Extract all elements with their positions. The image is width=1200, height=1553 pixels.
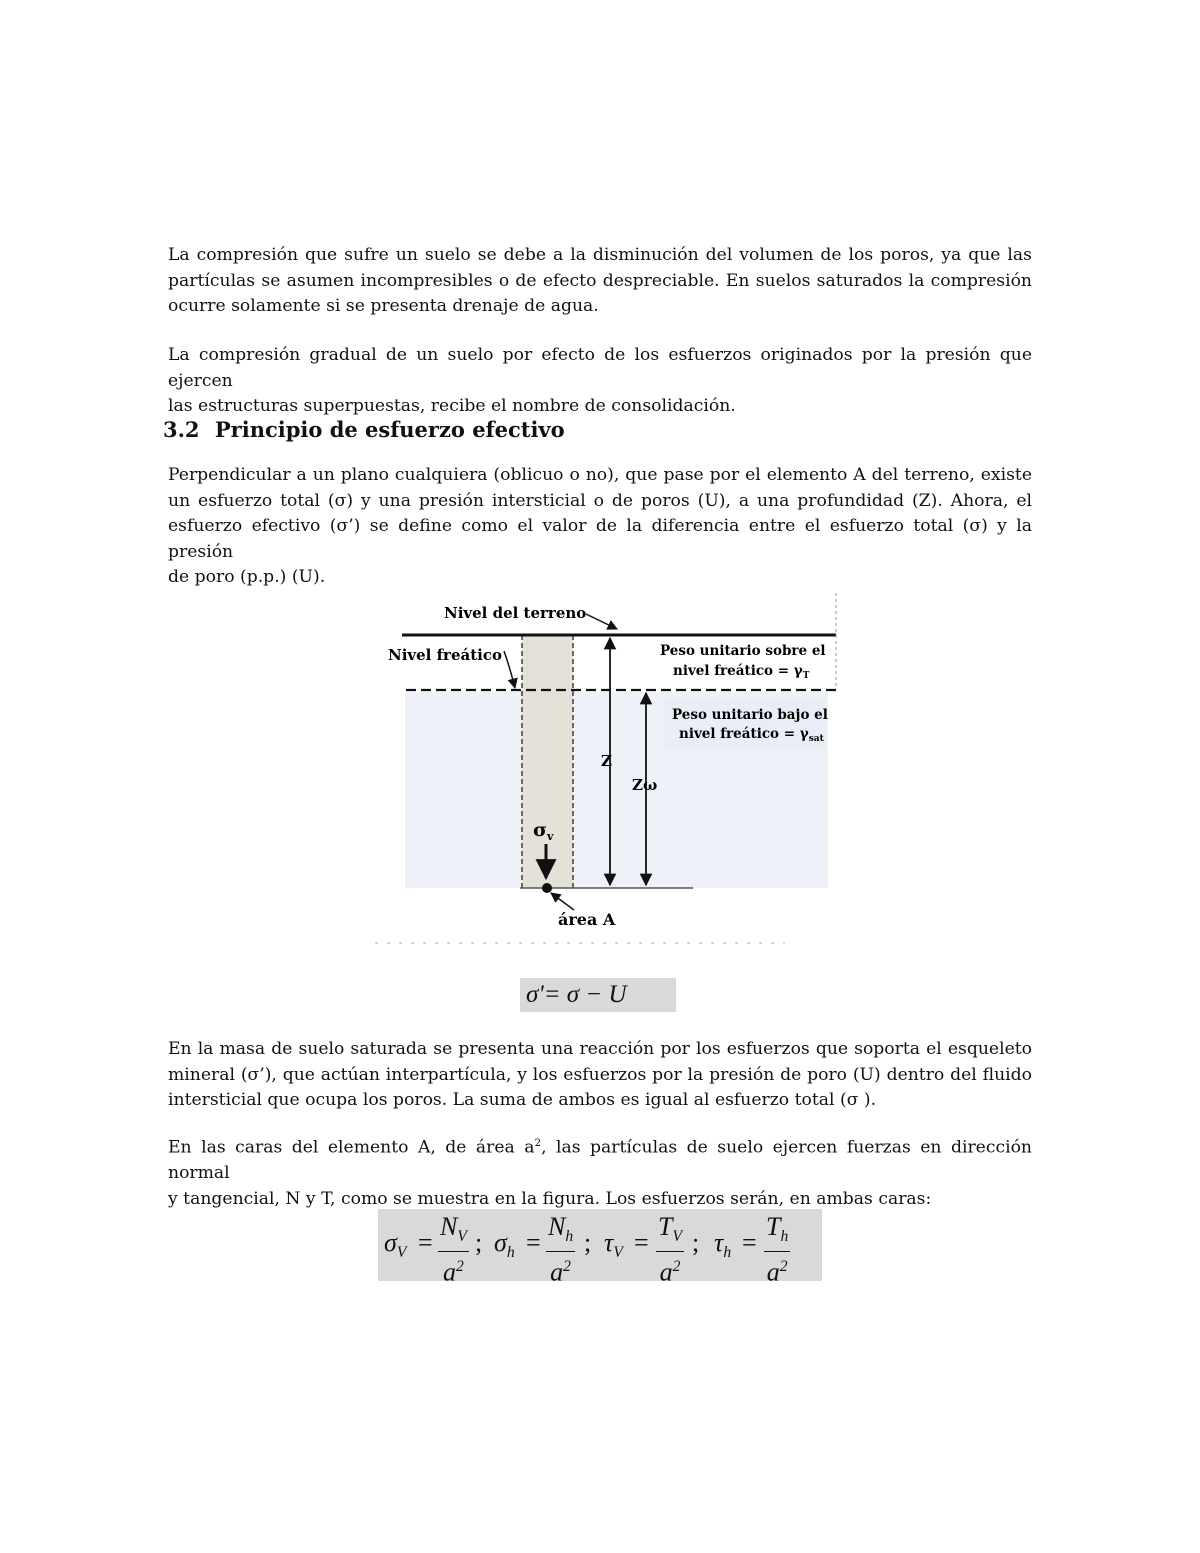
separator: ; [692, 1228, 700, 1257]
effective-stress-equation: σ'= σ − U [520, 978, 676, 1012]
text-line: La compresión gradual de un suelo por efecto de los esfuerzos originados por la presión que ejercen [168, 345, 1032, 391]
equals-sign: = [742, 1228, 757, 1257]
tau-v-symbol: $\tau_V$ [604, 1228, 623, 1262]
text-line: La compresión que sufre un suelo se debe a la disminución del volumen de los poros, ya que las [168, 245, 1032, 265]
label-below-1: Peso unitario bajo el [672, 707, 828, 723]
section-title: Principio de esfuerzo efectivo [214, 417, 565, 442]
separator: ; [475, 1228, 483, 1257]
text-line: y tangencial, N y T, como se muestra en la figura. Los esfuerzos serán, en ambas caras: [168, 1188, 932, 1209]
label-sigma-v: $\sigma_v$ [533, 819, 554, 843]
label-below-2: nivel freático = $\gamma_{sat}$ [679, 726, 824, 744]
paragraph-caras-elemento [168, 1131, 1032, 1213]
fraction-th: $\frac{T_h}{a^2}$ [766, 1212, 789, 1287]
sigma-v-symbol: $\sigma_V$ [384, 1228, 407, 1262]
equals-sign: = [418, 1228, 433, 1257]
separator: ; [584, 1228, 592, 1257]
paragraph-consolidacion [168, 343, 1032, 420]
label-z: Z [601, 752, 612, 770]
section-heading [163, 417, 565, 442]
label-area: área A [558, 910, 616, 929]
text-line: Perpendicular a un plano cualquiera (oblicuo o no), que pase por el elemento A del terreno, existe [168, 465, 1032, 485]
equals-sign: = [526, 1228, 541, 1257]
water-table-arrow [504, 651, 515, 688]
text-line: En las caras del elemento A, de área $a^2$, las partículas de suelo ejercen fuerzas en dirección normal [168, 1137, 1032, 1184]
text-line: partículas se asumen incompresibles o de efecto despreciable. En suelos saturados la compresión [168, 270, 1032, 291]
label-box-below [663, 698, 826, 750]
text-line: un esfuerzo total (σ) y una presión intersticial o de poros (U), a una profundidad (Z). Ahora, el [168, 490, 1032, 511]
stress-components-equation [378, 1209, 822, 1287]
point-a [542, 883, 552, 893]
paragraph-esfuerzo-efectivo [168, 463, 1032, 591]
equals-sign: = [634, 1228, 649, 1257]
paragraph-masa-saturada [168, 1037, 1032, 1114]
text-line: esfuerzo efectivo (σ’) se define como el valor de la diferencia entre el esfuerzo total (σ) y la presión [168, 516, 1032, 562]
text-line: En la masa de suelo saturada se presenta una reacción por los esfuerzos que soporta el esqueleto [168, 1039, 1032, 1059]
fraction-nh: $\frac{N_h}{a^2}$ [548, 1212, 574, 1287]
label-above-1: Peso unitario sobre el [660, 643, 826, 659]
paragraph-compresion [168, 243, 1032, 320]
label-ground: Nivel del terreno [444, 604, 587, 622]
tau-h-symbol: $\tau_h$ [714, 1228, 732, 1262]
label-zw: Zω [632, 776, 658, 794]
text-line: mineral (σ’), que actúan interpartícula, y los esfuerzos por la presión de poro (U) dentro del fluido [168, 1064, 1032, 1085]
text-line: las estructuras superpuestas, recibe el nombre de consolidación. [168, 396, 736, 417]
ground-arrow [586, 614, 617, 629]
label-water-table: Nivel freático [388, 646, 502, 664]
text-line: ocurre solamente si se presenta drenaje de agua. [168, 296, 599, 317]
fraction-nv: $\frac{N_V}{a^2}$ [440, 1212, 467, 1287]
label-above-2: nivel freático = $\gamma_T$ [673, 663, 810, 681]
fraction-tv: $\frac{T_V}{a^2}$ [658, 1212, 682, 1287]
sigma-h-symbol: $\sigma_h$ [494, 1228, 515, 1262]
section-number: 3.2 [163, 417, 200, 442]
area-arrow [551, 893, 574, 910]
text-line: de poro (p.p.) (U). [168, 567, 326, 588]
text-line: intersticial que ocupa los poros. La suma de ambos es igual al esfuerzo total (σ ). [168, 1090, 877, 1111]
soil-stress-diagram [370, 588, 850, 958]
